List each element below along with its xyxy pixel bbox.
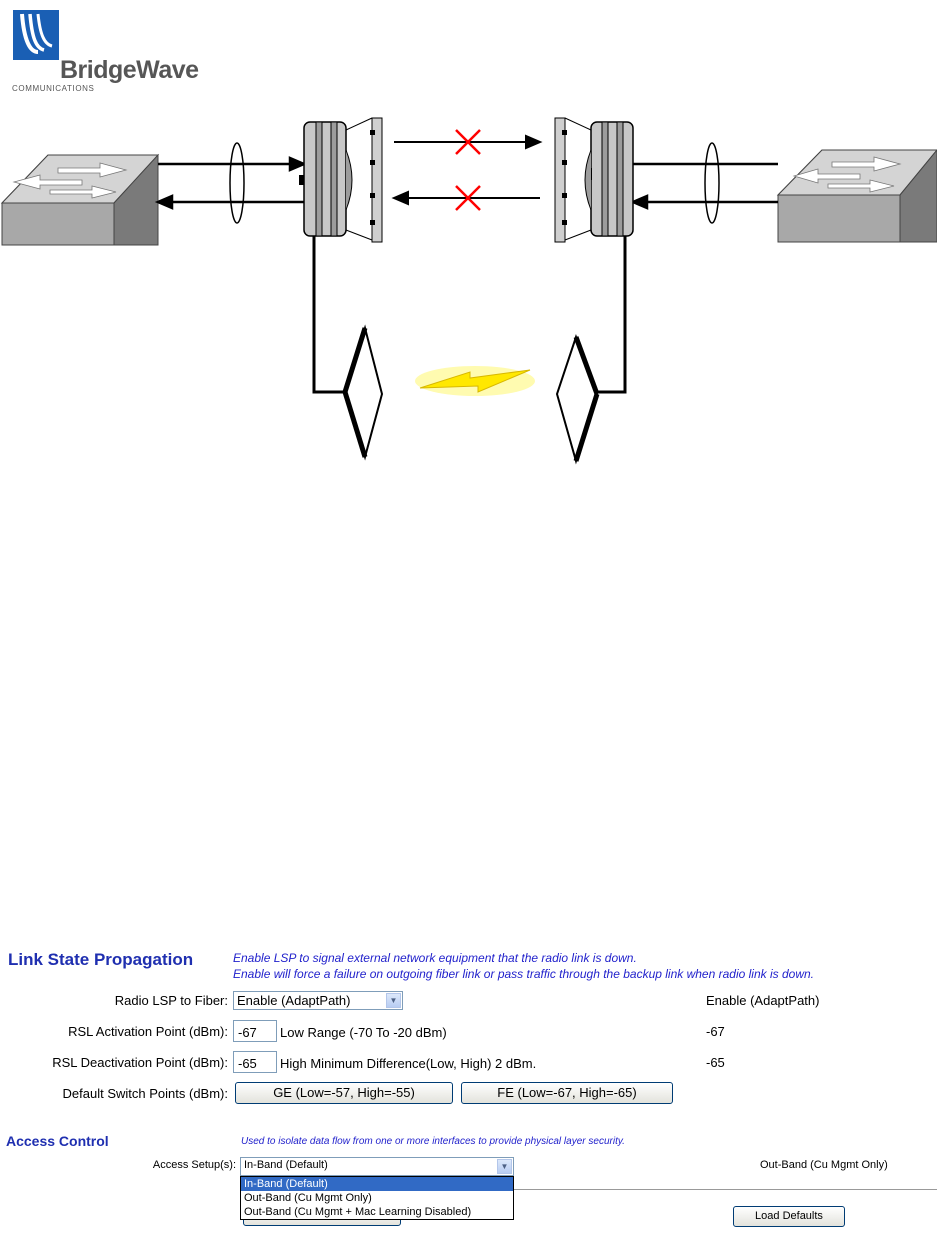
right-backup-antenna-icon xyxy=(557,337,597,461)
right-radio-unit-icon xyxy=(555,118,633,242)
chevron-down-icon[interactable]: ▼ xyxy=(497,1159,512,1174)
lightning-bolt-icon xyxy=(415,366,535,396)
lsp-section-title: Link State Propagation xyxy=(8,950,194,969)
rsl-activation-current: -67 xyxy=(706,1024,725,1039)
dropdown-option-out-band-cu[interactable]: Out-Band (Cu Mgmt Only) xyxy=(244,1192,372,1204)
default-switch-label: Default Switch Points (dBm): xyxy=(62,1086,228,1101)
radio-lsp-label: Radio LSP to Fiber: xyxy=(114,993,228,1008)
fe-defaults-button[interactable]: FE (Low=-67, High=-65) xyxy=(461,1082,673,1104)
brand-subtitle: COMMUNICATIONS xyxy=(12,84,95,93)
radio-links xyxy=(394,136,540,204)
dropdown-option-out-band-cu-mac[interactable]: Out-Band (Cu Mgmt + Mac Learning Disabled) xyxy=(244,1206,472,1218)
radio-lsp-selected-value: Enable (AdaptPath) xyxy=(237,993,351,1008)
rsl-activation-input[interactable] xyxy=(233,1020,277,1042)
right-network-switch-icon xyxy=(778,150,937,242)
lsp-hint-line1: Enable LSP to signal external network equipment that the radio link is down. xyxy=(233,951,637,965)
access-setup-select[interactable] xyxy=(240,1157,514,1176)
left-backup-antenna-icon xyxy=(345,328,382,457)
rsl-deactivation-input[interactable] xyxy=(233,1051,277,1073)
load-defaults-button[interactable]: Load Defaults xyxy=(733,1206,845,1227)
radio-lsp-select[interactable] xyxy=(233,991,403,1010)
access-setup-selected-value: In-Band (Default) xyxy=(244,1159,328,1171)
left-network-switch-icon xyxy=(2,155,158,245)
lsp-hint-line2: Enable will force a failure on outgoing fiber link or pass traffic through the backup link when radio link is down. xyxy=(233,967,814,981)
access-hint: Used to isolate data flow from one or more interfaces to provide physical layer security. xyxy=(241,1136,625,1147)
dropdown-option-in-band[interactable]: In-Band (Default) xyxy=(241,1177,513,1191)
radio-lsp-current: Enable (AdaptPath) xyxy=(706,993,820,1008)
rsl-deactivation-note: High Minimum Difference(Low, High) 2 dBm. xyxy=(280,1056,537,1071)
ge-defaults-button[interactable]: GE (Low=-57, High=-55) xyxy=(235,1082,453,1104)
access-setup-dropdown-list xyxy=(240,1176,514,1220)
rsl-deactivation-current: -65 xyxy=(706,1055,725,1070)
access-setup-label: Access Setup(s): xyxy=(152,1159,236,1171)
rsl-deactivation-label: RSL Deactivation Point (dBm): xyxy=(52,1055,228,1070)
rsl-activation-label: RSL Activation Point (dBm): xyxy=(68,1024,228,1039)
rsl-activation-note: Low Range (-70 To -20 dBm) xyxy=(280,1025,447,1040)
access-section-title: Access Control xyxy=(6,1133,109,1149)
left-radio-unit-icon xyxy=(299,118,382,242)
chevron-down-icon[interactable]: ▼ xyxy=(386,993,401,1008)
divider xyxy=(514,1189,937,1190)
bridgewave-logo-icon xyxy=(13,10,59,60)
brand-name: BridgeWave xyxy=(60,56,199,84)
access-setup-current: Out-Band (Cu Mgmt Only) xyxy=(760,1159,888,1171)
